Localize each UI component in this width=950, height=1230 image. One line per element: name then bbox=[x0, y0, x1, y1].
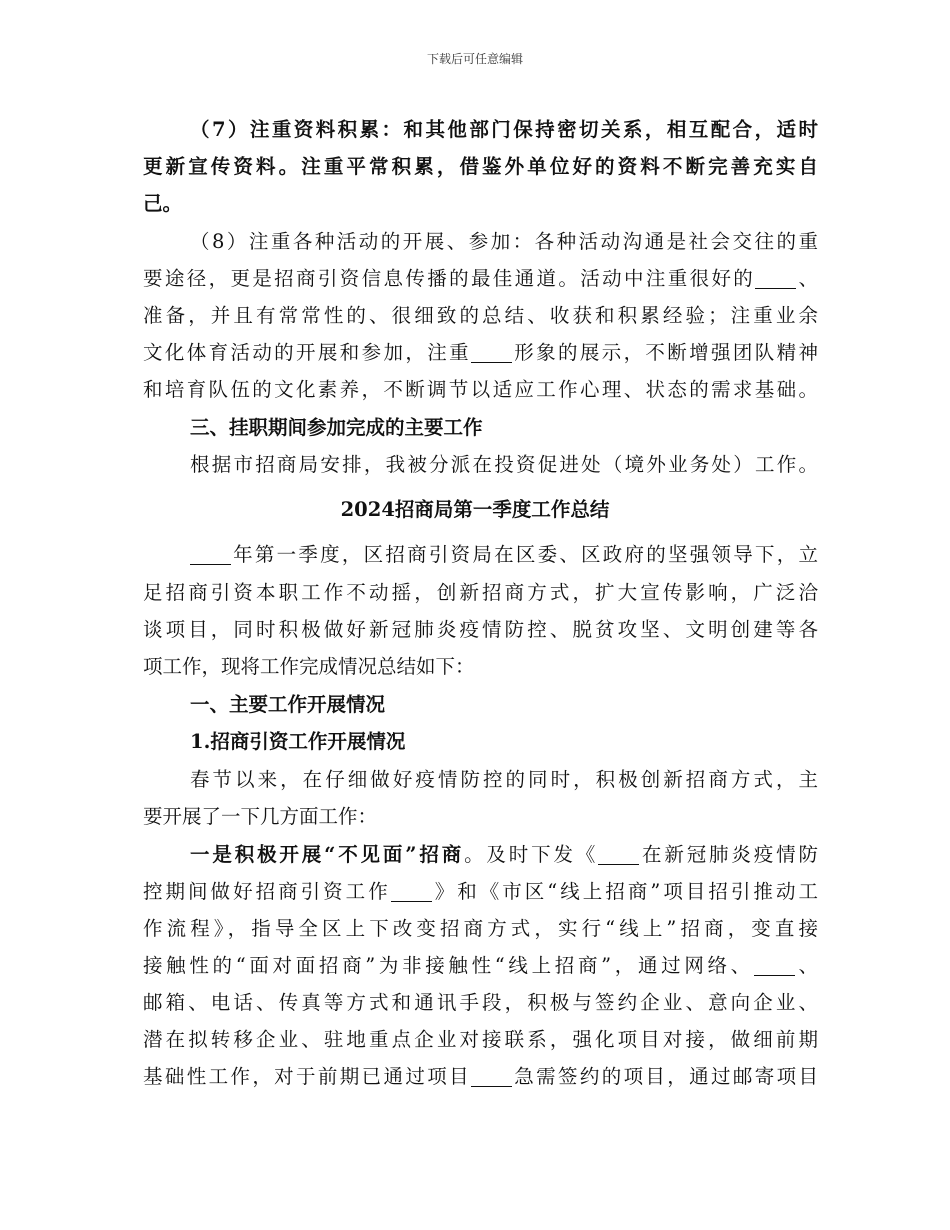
fill-blank bbox=[598, 843, 639, 864]
paragraph-line: 和培育队伍的文化素养，不断调节以适应工作心理、状态的需求基础。 bbox=[143, 378, 818, 401]
paragraph-line: 潜在拟转移企业、驻地重点企业对接联系，强化项目对接，做细前期 bbox=[143, 1028, 818, 1051]
subsection-heading: 1.招商引资工作开展情况 bbox=[190, 730, 406, 753]
fill-blank bbox=[754, 954, 795, 975]
paragraph-line: 足招商引资本职工作不动摇，创新招商方式，扩大宣传影响，广泛洽 bbox=[143, 581, 818, 604]
paragraph-line: 一是积极开展“不见面”招商。及时下发《 在新冠肺炎疫情防 bbox=[190, 843, 818, 866]
page-header: 下载后可任意编辑 bbox=[426, 52, 523, 66]
paragraph-line: 春节以来，在仔细做好疫情防控的同时，积极创新招商方式，主 bbox=[190, 768, 818, 791]
fill-blank bbox=[471, 341, 512, 362]
fill-blank bbox=[471, 1065, 512, 1086]
paragraph-line: 邮箱、电话、传真等方式和通讯手段，积极与签约企业、意向企业、 bbox=[143, 991, 818, 1014]
document-title: 2024招商局第一季度工作总结 bbox=[340, 498, 610, 521]
paragraph-line: 文化体育活动的开展和参加，注重 形象的展示，不断增强团队精神 bbox=[143, 341, 818, 364]
fill-blank bbox=[755, 267, 796, 288]
paragraph-line: 年第一季度，区招商引资局在区委、区政府的坚强领导下，立 bbox=[190, 537, 818, 573]
paragraph-line: 作流程》，指导全区上下改变招商方式，实行“线上”招商，变直接 bbox=[143, 917, 818, 940]
paragraph-line: 控期间做好招商引资工作 》和《市区“线上招商”项目招引推动工 bbox=[143, 880, 818, 903]
paragraph-line: 基础性工作，对于前期已通过项目 急需签约的项目，通过邮寄项目 bbox=[143, 1065, 818, 1088]
paragraph-line: 根据市招商局安排，我被分派在投资促进处（境外业务处）工作。 bbox=[190, 453, 818, 476]
paragraph-line: 接触性的“面对面招商”为非接触性“线上招商”，通过网络、 、 bbox=[143, 954, 818, 977]
paragraph-line: 更新宣传资料。注重平常积累，借鉴外单位好的资料不断完善充实自 bbox=[143, 155, 818, 178]
paragraph-line: 要途径，更是招商引资信息传播的最佳通道。活动中注重很好的 、 bbox=[143, 267, 818, 290]
fill-blank bbox=[391, 880, 432, 901]
paragraph-line: （7）注重资料积累：和其他部门保持密切关系，相互配合，适时 bbox=[190, 118, 818, 141]
paragraph-line: （8）注重各种活动的开展、参加：各种活动沟通是社会交往的重 bbox=[190, 230, 818, 253]
fill-blank bbox=[190, 543, 231, 564]
paragraph-line: 准备，并且有常常性的、很细致的总结、收获和积累经验；注重业余 bbox=[143, 304, 818, 327]
paragraph-line: 项工作，现将工作完成情况总结如下： bbox=[143, 655, 475, 678]
section-heading: 一、主要工作开展情况 bbox=[190, 693, 386, 716]
paragraph-line: 谈项目，同时积极做好新冠肺炎疫情防控、脱贫攻坚、文明创建等各 bbox=[143, 618, 818, 641]
paragraph-line: 己。 bbox=[143, 192, 183, 215]
section-heading: 三、挂职期间参加完成的主要工作 bbox=[190, 416, 483, 439]
paragraph-line: 要开展了一下几方面工作： bbox=[143, 805, 378, 828]
